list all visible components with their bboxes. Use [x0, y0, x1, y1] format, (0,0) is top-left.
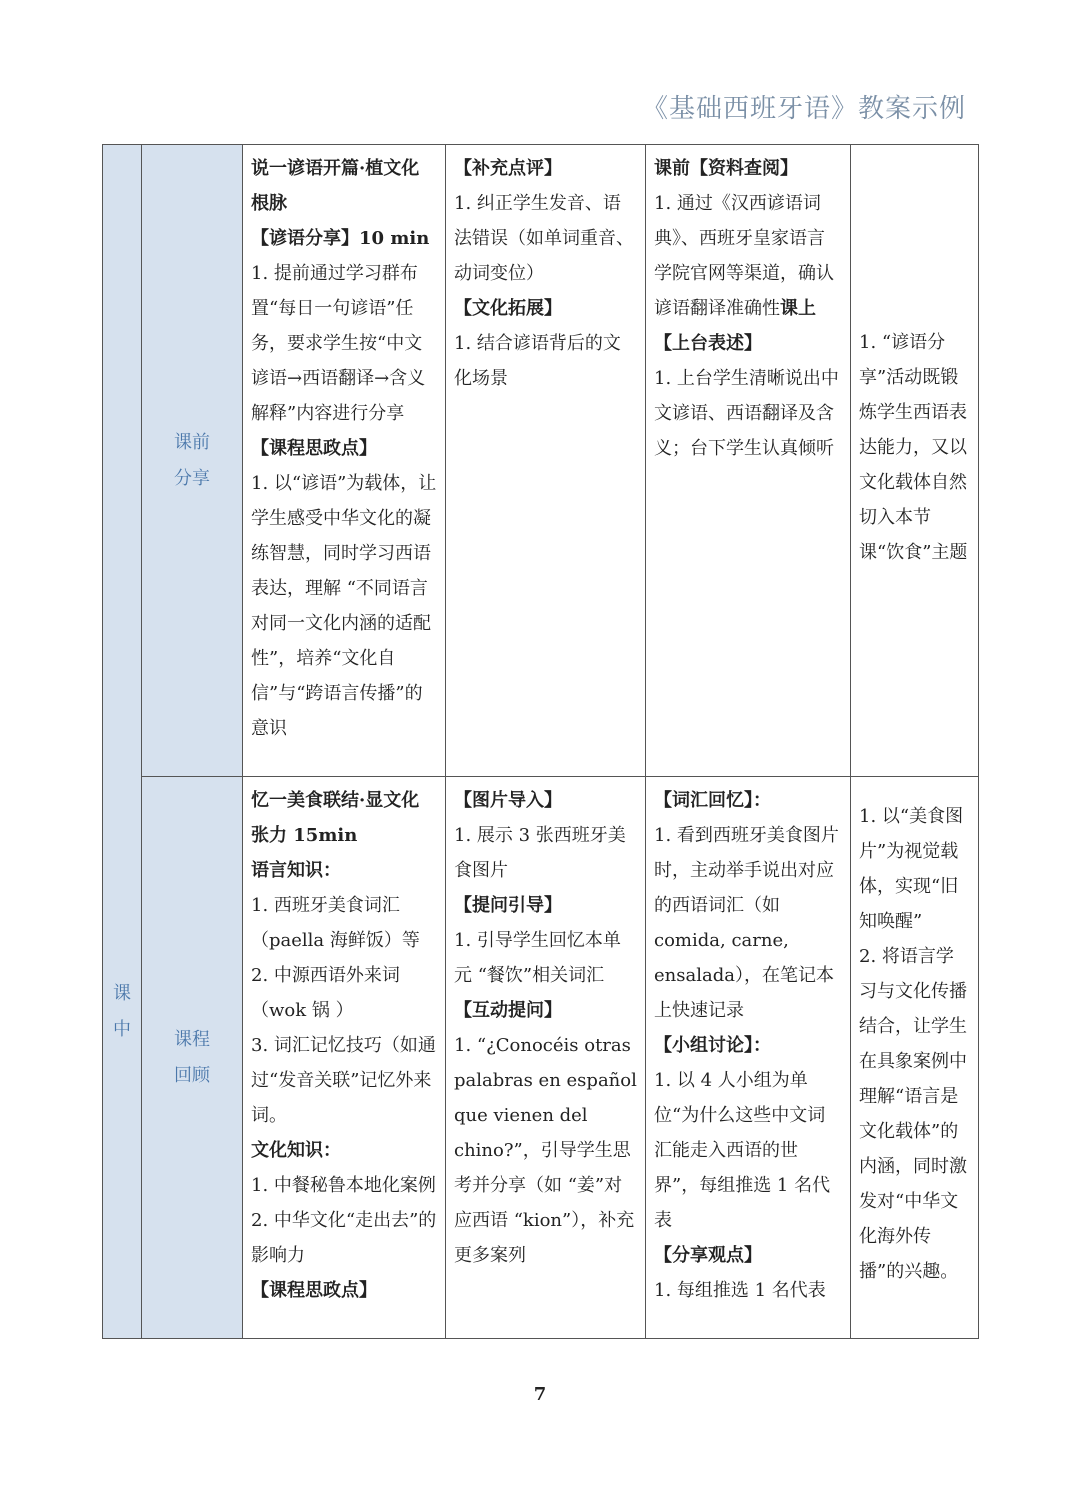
phase-char: 中 — [113, 1018, 131, 1040]
phase-cell-in-class — [103, 145, 142, 1339]
content-paragraph: 3. 词汇记忆技巧（如通过“发音关联”记忆外来词。 — [251, 1035, 436, 1126]
student-activity-cell — [646, 145, 851, 777]
teacher-paragraph: 1. 引导学生回忆本单元 “餐饮”相关词汇 — [454, 930, 621, 986]
content-heading: 【课程思政点】 — [251, 438, 377, 459]
table-row-proverb-sharing — [103, 145, 979, 777]
teacher-activity-cell — [446, 777, 646, 1339]
section-label-line: 课前 — [174, 431, 210, 453]
goal-paragraph: 2. 将语言学习与文化传播结合，让学生在具象案例中理解“语言是文化载体”的内涵，同时激发对“中华文化海外传播”的兴趣。 — [859, 946, 967, 1282]
teacher-activity-cell — [446, 145, 646, 777]
student-activity-cell — [646, 777, 851, 1339]
student-heading: 【上台表述】 — [654, 333, 762, 354]
design-intent-cell — [851, 145, 979, 777]
student-heading: 【小组讨论】： — [654, 1035, 771, 1056]
teacher-paragraph: 1. 结合谚语背后的文化场景 — [454, 333, 621, 389]
design-intent-cell — [851, 777, 979, 1339]
teaching-content-cell — [243, 145, 446, 777]
section-label-line: 课程 — [174, 1028, 210, 1050]
content-paragraph: 1. 西班牙美食词汇（paella 海鲜饭）等 — [251, 895, 420, 951]
teacher-heading: 【文化拓展】 — [454, 298, 562, 319]
section-label-line: 分享 — [174, 467, 210, 489]
page-number: 7 — [533, 1384, 547, 1405]
goal-paragraph: 1. 以“美食图片”为视觉载体，实现“旧知唤醒” — [859, 806, 964, 932]
student-paragraph-text: 1. 通过《汉西谚语词典》、西班牙皇家语言学院官网等渠道，确认谚语翻译准确性 — [654, 193, 834, 319]
student-heading: 【词汇回忆】： — [654, 790, 771, 811]
content-paragraph: 1. 以“谚语”为载体，让学生感受中华文化的凝练智慧，同时学习西语表达，理解 “不同语言对同一文化内涵的适配性”，培养“文化自信”与“跨语言传播”的意识 — [251, 473, 437, 739]
content-heading: 说一谚语开篇·植文化根脉 — [251, 158, 420, 214]
content-paragraph: 2. 中华文化“走出去”的影响力 — [251, 1210, 437, 1266]
section-cell-pre-class-sharing — [142, 145, 243, 777]
section-label-line: 回顾 — [174, 1064, 210, 1086]
student-paragraph: 1. 每组推选 1 名代表 — [654, 1280, 826, 1301]
teacher-paragraph: 1. 展示 3 张西班牙美食图片 — [454, 825, 626, 881]
teacher-heading: 【互动提问】 — [454, 1000, 562, 1021]
section-cell-course-review — [142, 777, 243, 1339]
student-inline-heading: 课上 — [780, 298, 816, 319]
content-heading: 语言知识： — [251, 860, 341, 881]
content-heading: 【课程思政点】 — [251, 1280, 377, 1301]
phase-char: 课 — [113, 982, 131, 1004]
teacher-paragraph: 1. 纠正学生发音、语法错误（如单词重音、动词变位） — [454, 193, 634, 284]
teacher-paragraph: 1. “¿Conocéis otras palabras en español que vienen del chino?”，引导学生思考并分享（如 “姜”对应西语 “kion”），补充更多案列 — [454, 1035, 637, 1266]
content-paragraph: 2. 中源西语外来词（wok 锅 ） — [251, 965, 400, 1021]
goal-paragraph: 1. “谚语分享”活动既锻炼学生西语表达能力，又以文化载体自然切入本节课“饮食”主题 — [859, 332, 968, 563]
teaching-content-cell — [243, 777, 446, 1339]
content-heading: 文化知识： — [251, 1140, 341, 1161]
lesson-plan-table — [102, 144, 979, 1339]
content-heading: 【谚语分享】10 min — [251, 228, 430, 249]
document-header-title: 《基础西班牙语》教案示例 — [641, 94, 966, 124]
teacher-heading: 【提问引导】 — [454, 895, 562, 916]
content-heading: 忆一美食联结·显文化张力 15min — [251, 790, 420, 846]
content-paragraph: 1. 中餐秘鲁本地化案例 — [251, 1175, 436, 1196]
student-heading: 课前【资料查阅】 — [654, 158, 798, 179]
student-paragraph: 1. 看到西班牙美食图片时，主动举手说出对应的西语词汇（如 comida, carne, ensalada），在笔记本上快速记录 — [654, 825, 839, 1021]
table-row-course-review — [103, 777, 979, 1339]
student-paragraph: 1. 上台学生清晰说出中文谚语、西语翻译及含义；台下学生认真倾听 — [654, 368, 839, 459]
teacher-heading: 【补充点评】 — [454, 158, 562, 179]
student-heading: 【分享观点】 — [654, 1245, 762, 1266]
content-paragraph: 1. 提前通过学习群布置“每日一句谚语”任务，要求学生按“中文谚语→西语翻译→含义解释”内容进行分享 — [251, 263, 426, 424]
student-paragraph — [654, 186, 842, 326]
teacher-heading: 【图片导入】 — [454, 790, 562, 811]
student-paragraph: 1. 以 4 人小组为单位“为什么这些中文词汇能走入西语的世界”，每组推选 1 名代表 — [654, 1070, 831, 1231]
